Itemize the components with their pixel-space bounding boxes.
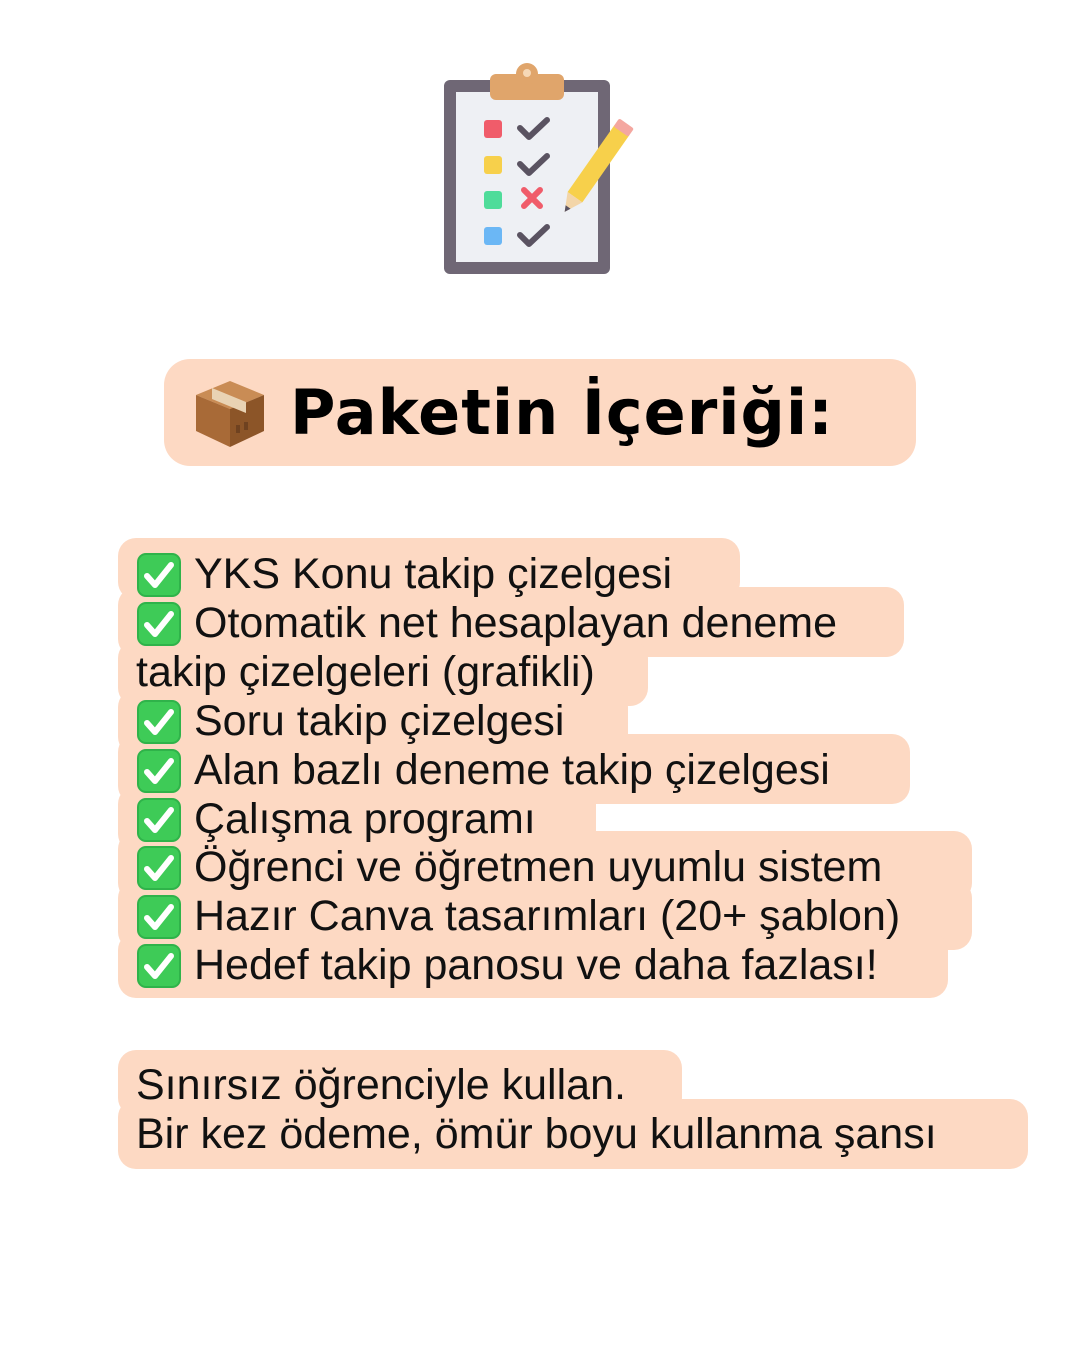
feature-item	[136, 599, 837, 648]
feature-text: takip çizelgeleri (grafikli)	[136, 648, 595, 696]
feature-text: Otomatik net hesaplayan deneme	[194, 599, 838, 647]
footer-line-1: Sınırsız öğrenciyle kullan.	[136, 1061, 626, 1109]
feature-text: Öğrenci ve öğretmen uyumlu sistem	[194, 843, 883, 891]
green-checkmark-icon	[136, 894, 182, 940]
green-checkmark-icon	[136, 552, 182, 598]
green-checkmark-icon	[136, 797, 182, 843]
green-checkmark-icon	[136, 699, 182, 745]
title-banner	[164, 359, 916, 466]
feature-text: YKS Konu takip çizelgesi	[194, 550, 673, 598]
feature-text: Hazır Canva tasarımları (20+ şablon)	[194, 892, 901, 940]
feature-item	[136, 892, 900, 941]
feature-item	[136, 550, 672, 599]
green-checkmark-icon	[136, 845, 182, 891]
footer-line-2: Bir kez ödeme, ömür boyu kullanma şansı	[136, 1110, 937, 1158]
green-checkmark-icon	[136, 748, 182, 794]
feature-text: Alan bazlı deneme takip çizelgesi	[194, 746, 830, 794]
feature-item-continued	[136, 648, 595, 697]
feature-text: Soru takip çizelgesi	[194, 697, 565, 745]
feature-text: Çalışma programı	[194, 795, 536, 843]
feature-item	[136, 941, 878, 990]
clipboard-checklist-icon	[440, 60, 640, 280]
feature-item	[136, 746, 830, 795]
feature-item	[136, 843, 882, 892]
feature-text: Hedef takip panosu ve daha fazlası!	[194, 941, 878, 989]
feature-item	[136, 697, 564, 746]
green-checkmark-icon	[136, 601, 182, 647]
page-title: Paketin İçeriği:	[290, 376, 834, 449]
package-box-icon	[192, 375, 268, 451]
green-checkmark-icon	[136, 943, 182, 989]
feature-item	[136, 795, 536, 844]
